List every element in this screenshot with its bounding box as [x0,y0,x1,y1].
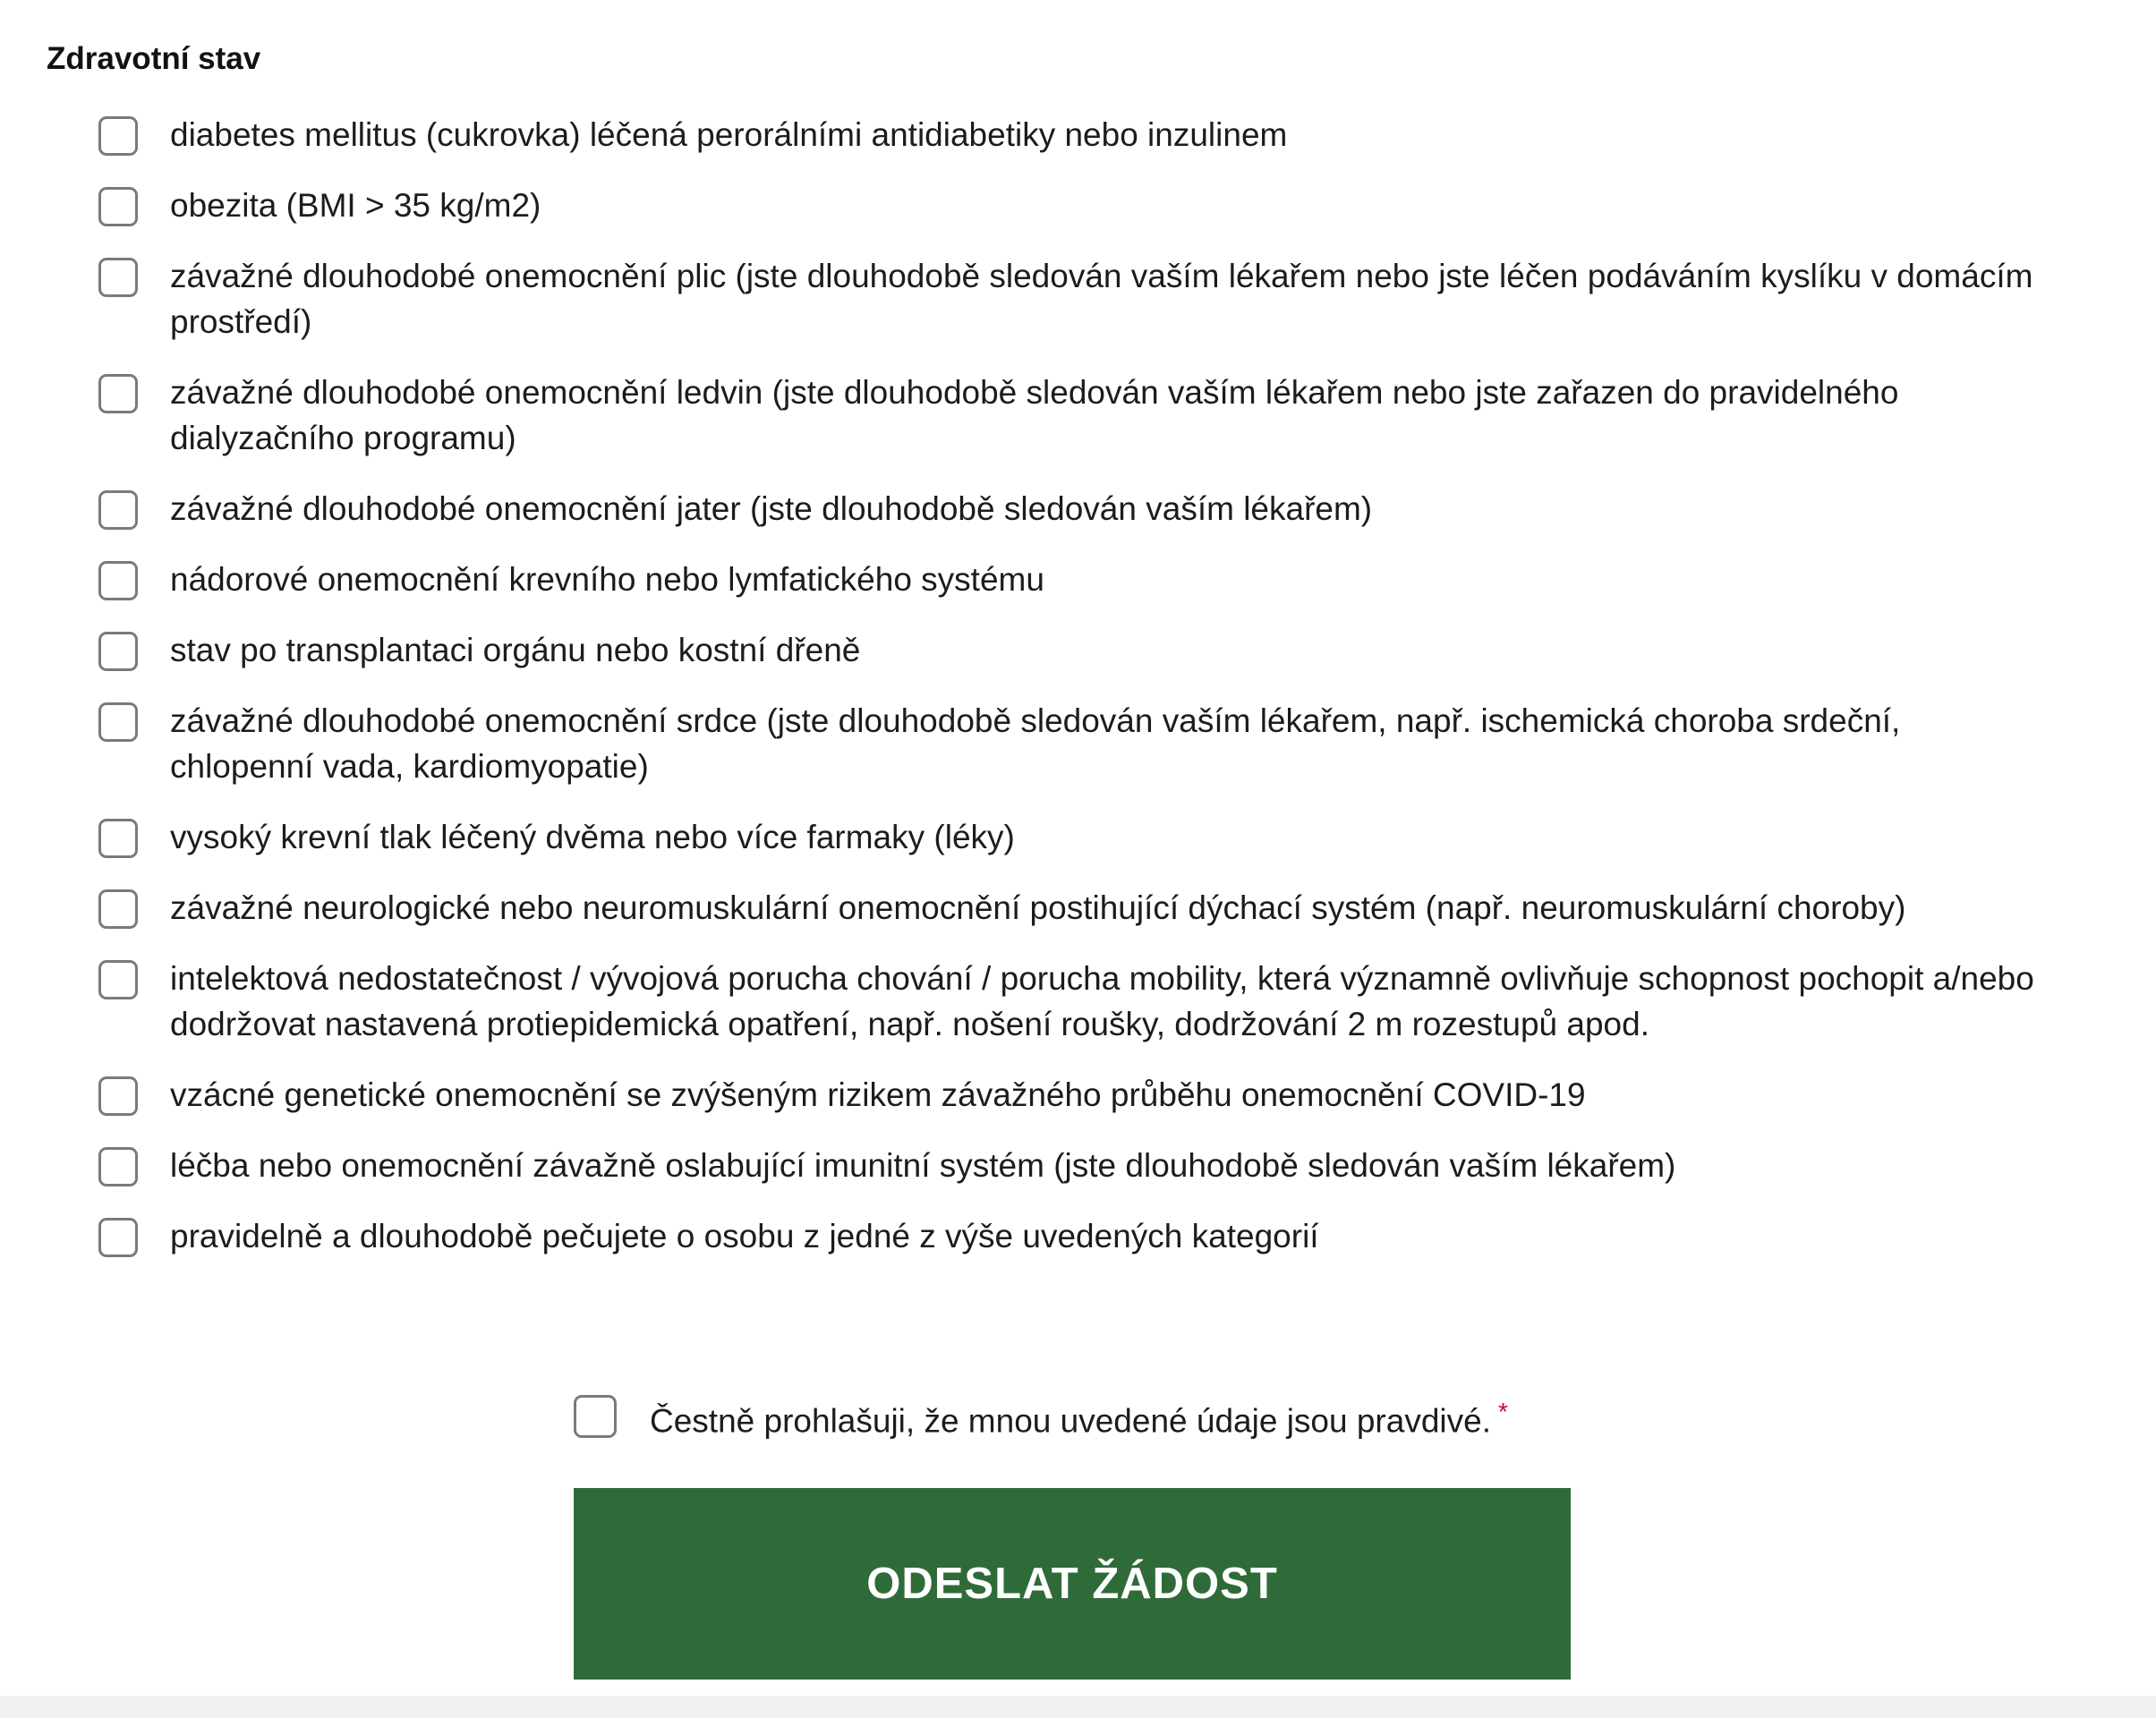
declaration-label [650,1390,1508,1443]
declaration-text: Čestně prohlašuji, že mnou uvedené údaje jsou pravdivé. [650,1402,1491,1440]
condition-label: závažné neurologické nebo neuromuskulární onemocnění postihující dýchací systém (např. neuromuskulární choroby) [170,889,1906,926]
required-asterisk: * [1497,1398,1508,1425]
condition-checkbox[interactable] [98,490,138,530]
condition-label: nádorové onemocnění krevního nebo lymfatického systému [170,561,1044,598]
condition-label: vzácné genetické onemocnění se zvýšeným rizikem závažného průběhu onemocnění COVID-19 [170,1076,1586,1113]
condition-checkbox[interactable] [98,702,138,742]
condition-label: stav po transplantaci orgánu nebo kostní dřeně [170,632,861,668]
condition-checkbox[interactable] [98,1076,138,1116]
condition-checkbox[interactable] [98,889,138,929]
declaration-row[interactable] [574,1390,1508,1443]
condition-label: závažné dlouhodobé onemocnění jater (jste dlouhodobě sledován vaším lékařem) [170,490,1373,527]
condition-label: obezita (BMI > 35 kg/m2) [170,187,541,224]
condition-item[interactable] [98,1143,2067,1188]
condition-item[interactable] [98,885,2067,931]
bottom-edge [0,1696,2156,1718]
condition-checkbox[interactable] [98,1218,138,1257]
condition-item[interactable] [98,627,2067,673]
condition-label: intelektová nedostatečnost / vývojová porucha chování / porucha mobility, která významně ovlivňuje schopnost pochopit a/nebo dodržovat nastavená protiepidemická opatření, např. nošení roušky, dodržování 2 m rozestupů apod. [170,960,2034,1042]
condition-checkbox[interactable] [98,258,138,297]
condition-item[interactable] [98,1072,2067,1118]
condition-item[interactable] [98,557,2067,602]
condition-checkbox[interactable] [98,960,138,999]
condition-label: závažné dlouhodobé onemocnění srdce (jste dlouhodobě sledován vaším lékařem, např. ischemická choroba srdeční, chlopenní vada, kardiomyopatie) [170,702,1901,785]
condition-item[interactable] [98,253,2067,344]
condition-item[interactable] [98,956,2067,1047]
condition-label: závažné dlouhodobé onemocnění plic (jste dlouhodobě sledován vaším lékařem nebo jste léčen podáváním kyslíku v domácím prostředí) [170,258,2033,340]
condition-label: léčba nebo onemocnění závažně oslabující imunitní systém (jste dlouhodobě sledován vaším lékařem) [170,1147,1676,1184]
condition-checkbox[interactable] [98,374,138,413]
condition-checkbox[interactable] [98,561,138,600]
condition-label: diabetes mellitus (cukrovka) léčená perorálními antidiabetiky nebo inzulinem [170,116,1288,153]
condition-checkbox[interactable] [98,116,138,156]
condition-checklist [98,112,2067,1284]
condition-label: závažné dlouhodobé onemocnění ledvin (jste dlouhodobě sledován vaším lékařem nebo jste zařazen do pravidelného dialyzačního programu) [170,374,1899,456]
condition-item[interactable] [98,112,2067,157]
condition-item[interactable] [98,698,2067,789]
condition-checkbox[interactable] [98,632,138,671]
condition-item[interactable] [98,1213,2067,1259]
condition-item[interactable] [98,486,2067,532]
condition-item[interactable] [98,814,2067,860]
section-title: Zdravotní stav [47,41,261,76]
submit-request-button[interactable]: ODESLAT ŽÁDOST [574,1488,1571,1680]
condition-item[interactable] [98,183,2067,228]
condition-label: pravidelně a dlouhodobě pečujete o osobu z jedné z výše uvedených kategorií [170,1218,1319,1254]
condition-checkbox[interactable] [98,1147,138,1186]
declaration-checkbox[interactable] [574,1395,617,1438]
condition-checkbox[interactable] [98,819,138,858]
condition-item[interactable] [98,370,2067,461]
condition-checkbox[interactable] [98,187,138,226]
condition-label: vysoký krevní tlak léčený dvěma nebo více farmaky (léky) [170,819,1015,855]
